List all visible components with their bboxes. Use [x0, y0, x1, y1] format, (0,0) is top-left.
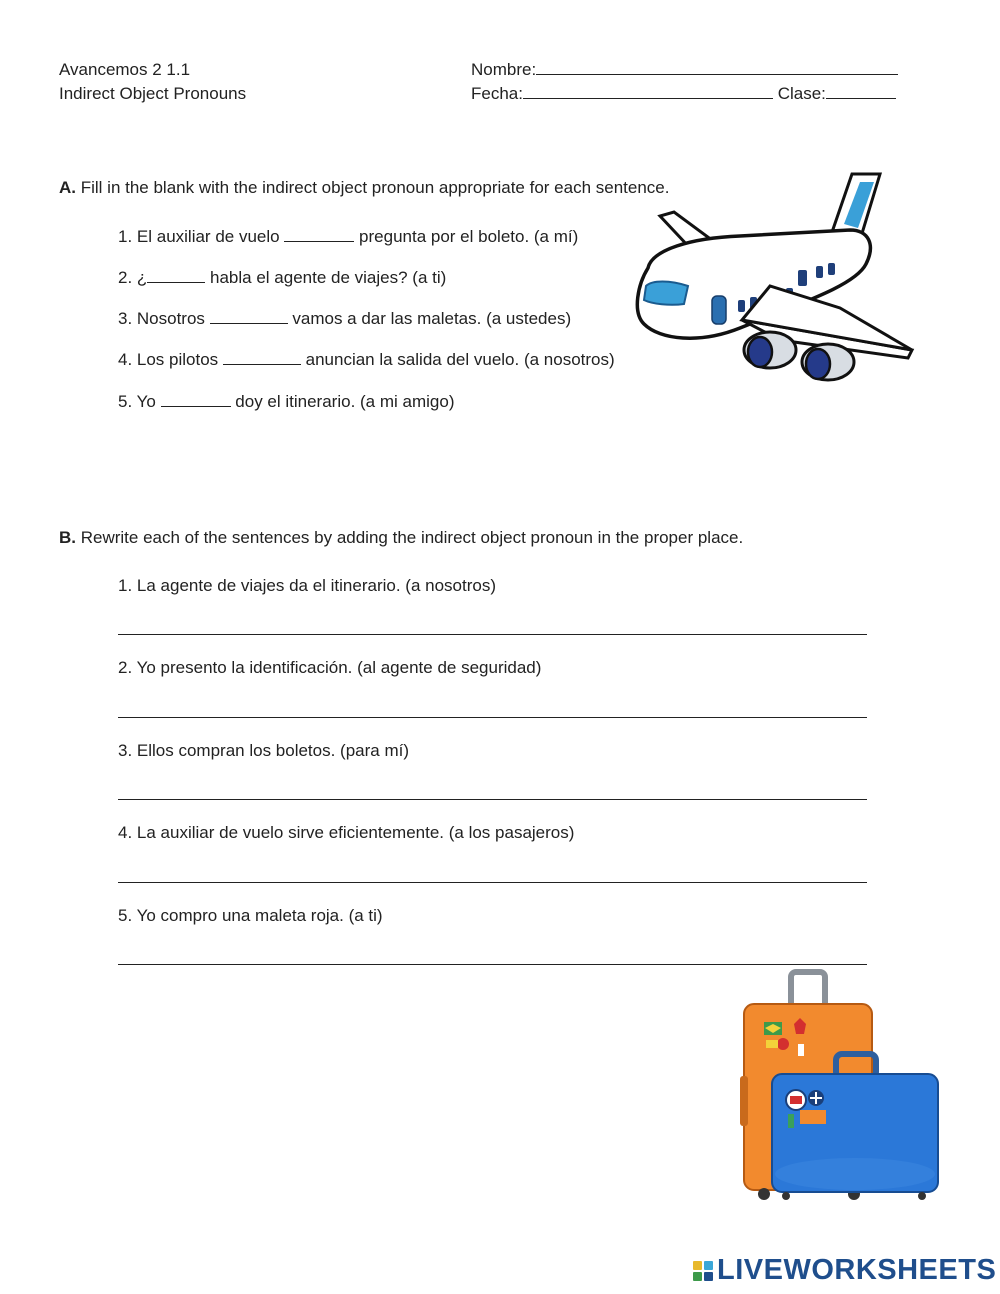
section-a-text: Fill in the blank with the indirect object pronoun appropriate for each sentence.: [80, 178, 670, 197]
date-label: Fecha:: [471, 84, 523, 103]
item-text: 4. Los pilotos: [118, 350, 223, 369]
section-b-instruction: [59, 528, 743, 548]
answer-blank[interactable]: [161, 392, 231, 407]
section-b-item: 1. La agente de viajes da el itinerario. (a nosotros): [118, 576, 497, 595]
date-blank[interactable]: [523, 84, 773, 99]
section-b-letter: B.: [59, 528, 76, 547]
name-label: Nombre:: [471, 60, 537, 79]
section-a-letter: A.: [59, 178, 76, 197]
item-text: pregunta por el boleto. (a mí): [354, 227, 579, 246]
airplane-illustration: [630, 168, 920, 388]
logo-text: LIVEWORKSHEETS: [717, 1254, 997, 1286]
suitcases-illustration: [736, 968, 946, 1204]
item-text: vamos a dar las maletas. (a ustedes): [287, 309, 572, 328]
answer-blank[interactable]: [147, 268, 205, 283]
item-text: 2. ¿: [118, 268, 148, 287]
topic-title: Indirect Object Pronouns: [59, 84, 247, 103]
section-a-item: [118, 227, 578, 247]
answer-line[interactable]: [118, 717, 867, 718]
item-text: 5. Yo: [118, 392, 161, 411]
course-title: Avancemos 2 1.1: [59, 60, 191, 79]
item-text: 1. El auxiliar de vuelo: [118, 227, 285, 246]
class-label: Clase:: [777, 84, 826, 103]
section-a-item: [118, 350, 615, 370]
answer-line[interactable]: [118, 964, 867, 965]
answer-line[interactable]: [118, 882, 867, 883]
item-text: habla el agente de viajes? (a ti): [205, 268, 447, 287]
section-b-item: 5. Yo compro una maleta roja. (a ti): [118, 906, 383, 925]
class-blank[interactable]: [826, 84, 896, 99]
section-a-item: [118, 309, 571, 329]
answer-line[interactable]: [118, 634, 867, 635]
answer-line[interactable]: [118, 799, 867, 800]
answer-blank[interactable]: [210, 309, 288, 324]
liveworksheets-logo: [693, 1254, 996, 1287]
section-b-item: 2. Yo presento la identificación. (al agente de seguridad): [118, 658, 542, 677]
section-b-item: 3. Ellos compran los boletos. (para mí): [118, 741, 410, 760]
section-a-instruction: [59, 178, 669, 198]
section-b-text: Rewrite each of the sentences by adding the indirect object pronoun in the proper place.: [80, 528, 744, 547]
liveworksheets-logo-icon: [693, 1261, 713, 1281]
section-b-item: 4. La auxiliar de vuelo sirve eficientemente. (a los pasajeros): [118, 823, 575, 842]
date-class-field: [471, 84, 896, 104]
name-blank[interactable]: [536, 60, 898, 75]
section-a-item: [118, 392, 454, 412]
name-field: [471, 60, 898, 80]
answer-blank[interactable]: [284, 227, 354, 242]
item-text: 3. Nosotros: [118, 309, 210, 328]
answer-blank[interactable]: [223, 350, 301, 365]
item-text: anuncian la salida del vuelo. (a nosotros): [300, 350, 615, 369]
section-a-item: [118, 268, 446, 288]
item-text: doy el itinerario. (a mi amigo): [230, 392, 455, 411]
